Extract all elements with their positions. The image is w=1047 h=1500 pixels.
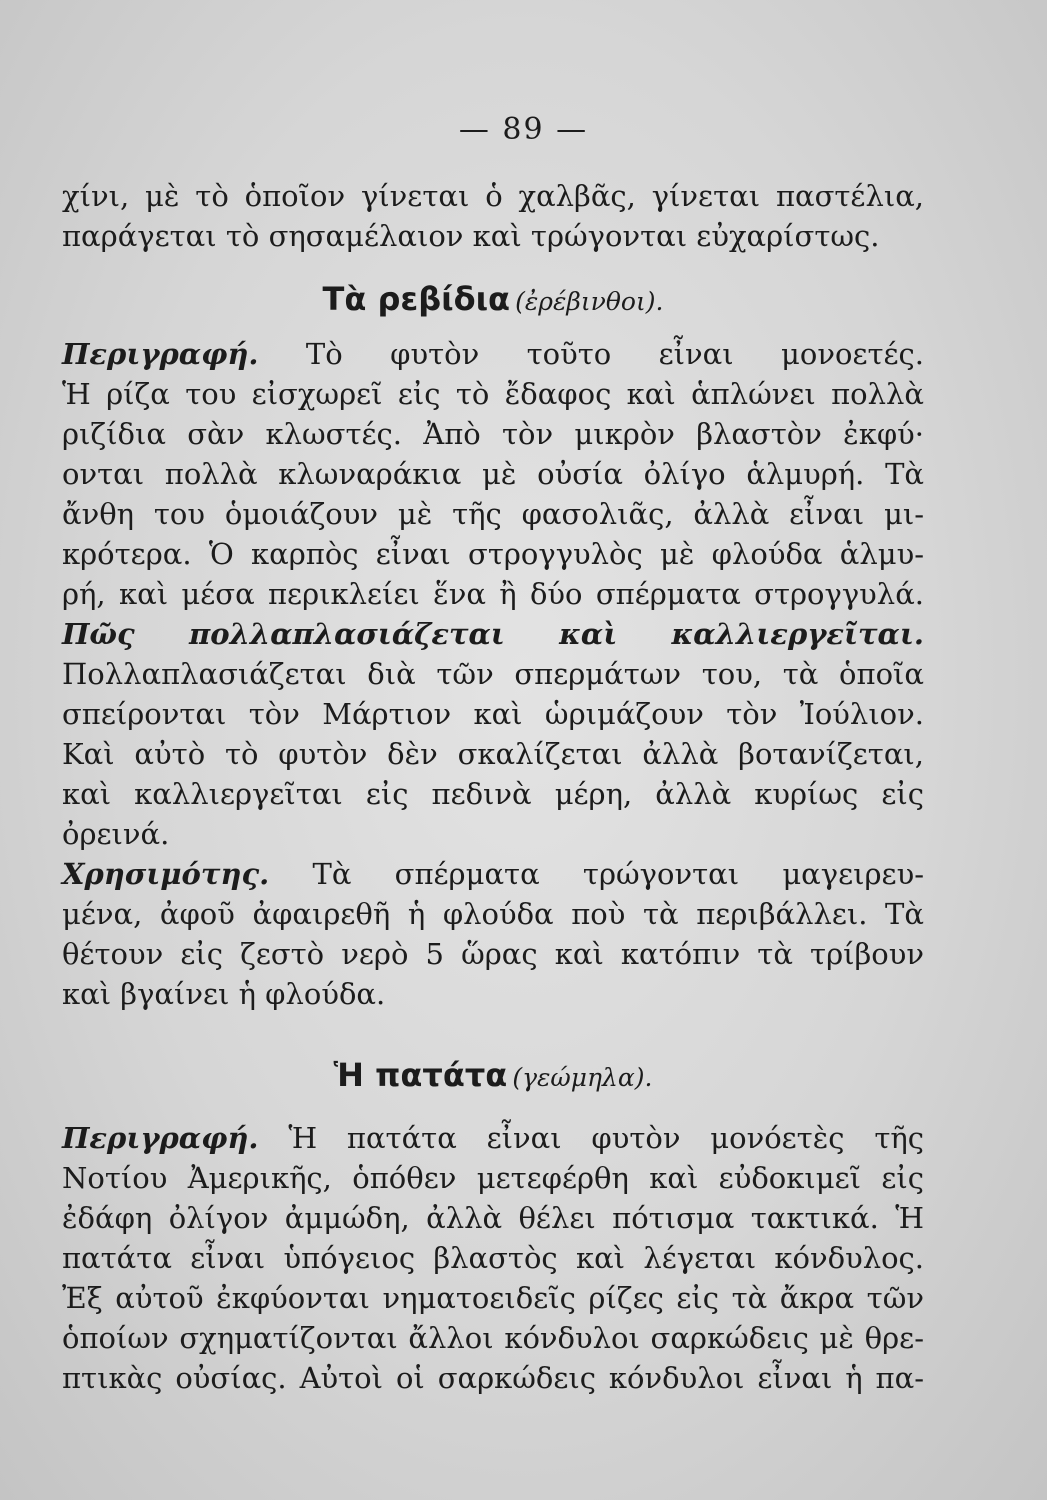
text-line: καὶ βγαίνει ἡ φλούδα. [62, 977, 386, 1011]
text-line: ριζίδια σὰν κλωστές. Ἀπὸ τὸν μικρὸν βλαστὸν ἐκφύ· [62, 417, 924, 451]
section-heading-chickpeas [62, 264, 924, 334]
text-line: χίνι, μὲ τὸ ὁποῖον γίνεται ὁ χαλβᾶς, γίνεται παστέλια, [62, 179, 924, 213]
text-line: ἄνθη του ὁμοιάζουν μὲ τῆς φασολιᾶς, ἀλλὰ εἶναι μι- [62, 497, 924, 531]
text-line: Πολλαπλασιάζεται διὰ τῶν σπερμάτων του, τὰ ὁποῖα [62, 657, 924, 691]
section-heading-potato [62, 1040, 924, 1110]
text-line: σπείρονται τὸν Μάρτιον καὶ ὡριμάζουν τὸν Ἰούλιον. [62, 697, 924, 731]
text-line: Ἡ ρίζα του εἰσχωρεῖ εἰς τὸ ἔδαφος καὶ ἁπλώνει πολλὰ [62, 377, 924, 411]
text-line: πτικὰς οὐσίας. Αὐτοὶ οἱ σαρκώδεις κόνδυλοι εἶναι ἡ πα- [62, 1361, 924, 1395]
text-line [62, 334, 924, 374]
text-line [62, 854, 924, 894]
paragraph-lead: Χρησιμότης. [62, 857, 270, 891]
text-line: Νοτίου Ἀμερικῆς, ὁπόθεν μετεφέρθη καὶ εὐδοκιμεῖ εἰς [62, 1161, 924, 1195]
text-line: ρή, καὶ μέσα περικλείει ἕνα ἢ δύο σπέρματα στρογγυλά. [62, 577, 924, 611]
text-line: παράγεται τὸ σησαμέλαιον καὶ τρώγονται εὐχαρίστως. [62, 219, 880, 253]
text-line: θέτουν εἰς ζεστὸ νερὸ 5 ὥρας καὶ κατόπιν τὰ τρίβουν [62, 937, 924, 971]
text-line: ἐδάφη ὀλίγον ἀμμώδη, ἀλλὰ θέλει πότισμα τακτικά. Ἡ [62, 1201, 924, 1235]
section-heading-alt-name: (ἐρέβινθοι). [515, 287, 664, 316]
text-line: καὶ καλλιεργεῖται εἰς πεδινὰ μέρη, ἀλλὰ κυρίως εἰς [62, 777, 924, 811]
text-line: Ἐξ αὐτοῦ ἐκφύονται νηματοειδεῖς ρίζες εἰς τὰ ἄκρα τῶν [62, 1281, 924, 1315]
section-heading-title: Τὰ ρεβίδια [322, 280, 511, 318]
text-line: πατάτα εἶναι ὑπόγειος βλαστὸς καὶ λέγεται κόνδυλος. [62, 1241, 924, 1275]
text-fragment: Τὸ φυτὸν τοῦτο εἶναι μονοετές. [258, 337, 924, 371]
text-line: ὀρεινά. [62, 817, 170, 851]
paragraph-lead: Περιγραφή. [62, 1121, 259, 1155]
text-line: Καὶ αὐτὸ τὸ φυτὸν δὲν σκαλίζεται ἀλλὰ βοτανίζεται, [62, 737, 924, 771]
section-heading-alt-name: (γεώμηλα). [512, 1063, 653, 1092]
text-line: ὁποίων σχηματίζονται ἄλλοι κόνδυλοι σαρκώδεις μὲ θρε- [62, 1321, 924, 1355]
page-content [62, 176, 924, 1398]
section-heading-title: Ἡ πατάτα [333, 1056, 508, 1094]
text-fragment: Ἡ πατάτα εἶναι φυτὸν μονόετὲς τῆς [258, 1121, 924, 1155]
paragraph-lead: Περιγραφή. [62, 337, 259, 371]
page-number: — 89 — [458, 112, 589, 147]
text-fragment: Τὰ σπέρματα τρώγονται μαγειρευ- [269, 857, 924, 891]
text-line [62, 1118, 924, 1158]
paragraph-lead: Πῶς πολλαπλασιάζεται καὶ καλλιεργεῖται. [62, 617, 924, 651]
text-line: μένα, ἀφοῦ ἀφαιρεθῆ ἡ φλούδα ποὺ τὰ περιβάλλει. Τὰ [62, 897, 924, 931]
text-line: κρότερα. Ὁ καρπὸς εἶναι στρογγυλὸς μὲ φλούδα ἁλμυ- [62, 537, 924, 571]
text-line: ονται πολλὰ κλωναράκια μὲ οὐσία ὀλίγο ἁλμυρή. Τὰ [62, 457, 924, 491]
